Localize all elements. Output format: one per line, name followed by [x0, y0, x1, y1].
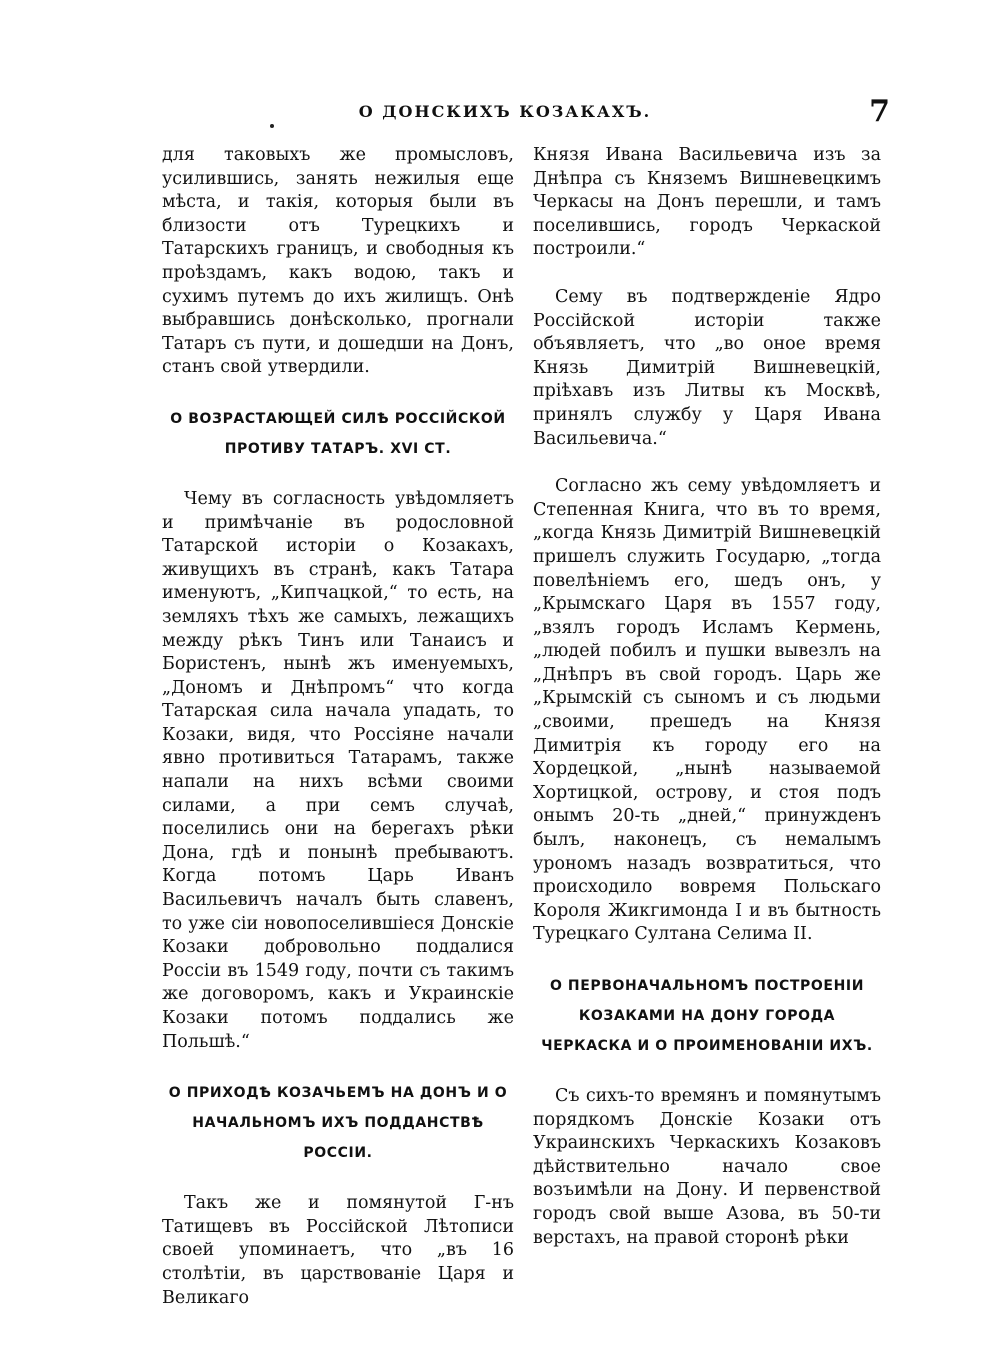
running-head — [160, 94, 890, 134]
right-paragraph-2: Сему въ подтвержденіе Ядро Россійской исторіи также объявляетъ, что „во оное время Князь Димитрій Вишневецкій, пріѣхавъ изъ Литвы къ Москвѣ, принялъ службу у Царя Ивана Васильевича.“ — [533, 286, 881, 449]
right-paragraph-3: Согласно жъ сему увѣдомляетъ и Степенная Книга, что въ то время, „когда Князь Димитрій Вишневецкій пришелъ служить Государю, „тогда повелѣніемъ его, шедъ онъ, у „Крымскаго Царя въ 1557 году, „взялъ городъ Исламъ Кермень, „людей побилъ и пушки вывезлъ на „Днѣпръ въ свой городъ. Царь же „Крымскій съ сыномъ и съ людьми „своими, прешедъ на Князя Димитрія къ городу его на Хордецкой, „нынѣ называемой Хортицкой, острову, и стоя подъ онымъ 20-ть „дней,“ принужденъ былъ, наконецъ, съ немалымъ урономъ назадъ возвратиться, что происходило вовремя Польскаго Короля Жикгимонда I и въ бытность Турецкаго Султана Селима II. — [533, 476, 881, 945]
spacer — [162, 1054, 514, 1078]
left-section-heading-2: О ПРИХОДѢ КОЗАЧЬЕМЪ НА ДОНЪ И О НАЧАЛЬНОМЪ ИХЪ ПОДДАНСТВѢ РОССІИ. — [168, 1085, 508, 1162]
spacer — [162, 1168, 514, 1192]
right-paragraph-4: Съ сихъ-то времянъ и помянутымъ порядкомъ Донскіе Козаки отъ Украинскихъ Черкаскихъ Козаковъ дѣйствительно начало свое возъимѣли на Дону. И первенствой городъ свой выше Азова, въ 50-ти верстахъ, на правой сторонѣ рѣки — [533, 1086, 881, 1248]
spacer — [533, 1061, 881, 1085]
left-column — [162, 144, 514, 1310]
right-column — [533, 144, 881, 1250]
right-paragraph-1: Князя Ивана Васильевича изъ за Днѣпра съ Княземъ Вишневецкимъ Черкасы на Донъ перешли, и тамъ поселившись, городъ Черкаской построили.“ — [533, 145, 881, 260]
left-paragraph-1: для таковыхъ же промысловъ, усилившись, занять нежилыя еще мѣста, и такія, которыя были въ близости отъ Турецкихъ и Татарскихъ границъ, и свободныя къ проѣздамъ, какъ водою, такъ и сухимъ путемъ до ихъ жилищъ. Онѣ выбравшись донѣсколько, прогнали Татаръ съ пути, и дошедши на Донъ, станъ свой утвердили. — [162, 145, 514, 378]
page-number: 7 — [869, 94, 890, 129]
ink-dot — [270, 124, 274, 128]
left-paragraph-2: Чему въ согласность увѣдомляетъ и примѣчаніе въ родословной Татарской исторіи о Козакахъ, живущихъ въ странѣ, какъ Татара именуютъ, „Кипчацкой,“ то есть, на земляхъ тѣхъ же самыхъ, лежащихъ между рѣкъ Тинъ или Танаисъ и Бористенъ, нынѣ жъ именуемыхъ, „Дономъ и Днѣпромъ“ что когда Татарская сила начала упадать, то Козаки, видя, что Россіяне начали явно противиться Татарамъ, также напали на нихъ всѣми своими силами, а при семъ случаѣ, поселились они на берегахъ рѣки Дона, гдѣ и понынѣ пребываютъ. Когда потомъ Царь Иванъ Васильевичъ началъ быть славенъ, то уже сіи новопоселившіеся Донскіе Козаки добровольно поддалися Россіи въ 1549 году, почти съ такимъ же договоромъ, какъ и Украинскіе Козаки потомъ поддались же Польшѣ.“ — [162, 488, 514, 1052]
spacer — [533, 451, 881, 475]
spacer — [162, 464, 514, 488]
spacer — [533, 262, 881, 286]
left-paragraph-3: Такъ же и помянутой Г-нъ Татищевъ въ Россійской Лѣтописи своей упоминаетъ, что „въ 16 столѣтіи, въ царствованіе Царя и Великаго — [162, 1193, 514, 1308]
left-section-heading-1: О ВОЗРАСТАЮЩЕЙ СИЛѢ РОССІЙСКОЙ ПРОТИВУ ТАТАРЪ. XVI СТ. — [170, 410, 506, 457]
spacer — [533, 947, 881, 971]
running-title: О ДОНСКИХЪ КОЗАКАХЪ. — [358, 102, 652, 121]
right-section-heading-1: О ПЕРВОНАЧАЛЬНОМЪ ПОСТРОЕНІИ КОЗАКАМИ НА ДОНУ ГОРОДА ЧЕРКАСКА И О ПРОИМЕНОВАНІИ ИХЪ. — [541, 978, 873, 1054]
spacer — [162, 380, 514, 404]
